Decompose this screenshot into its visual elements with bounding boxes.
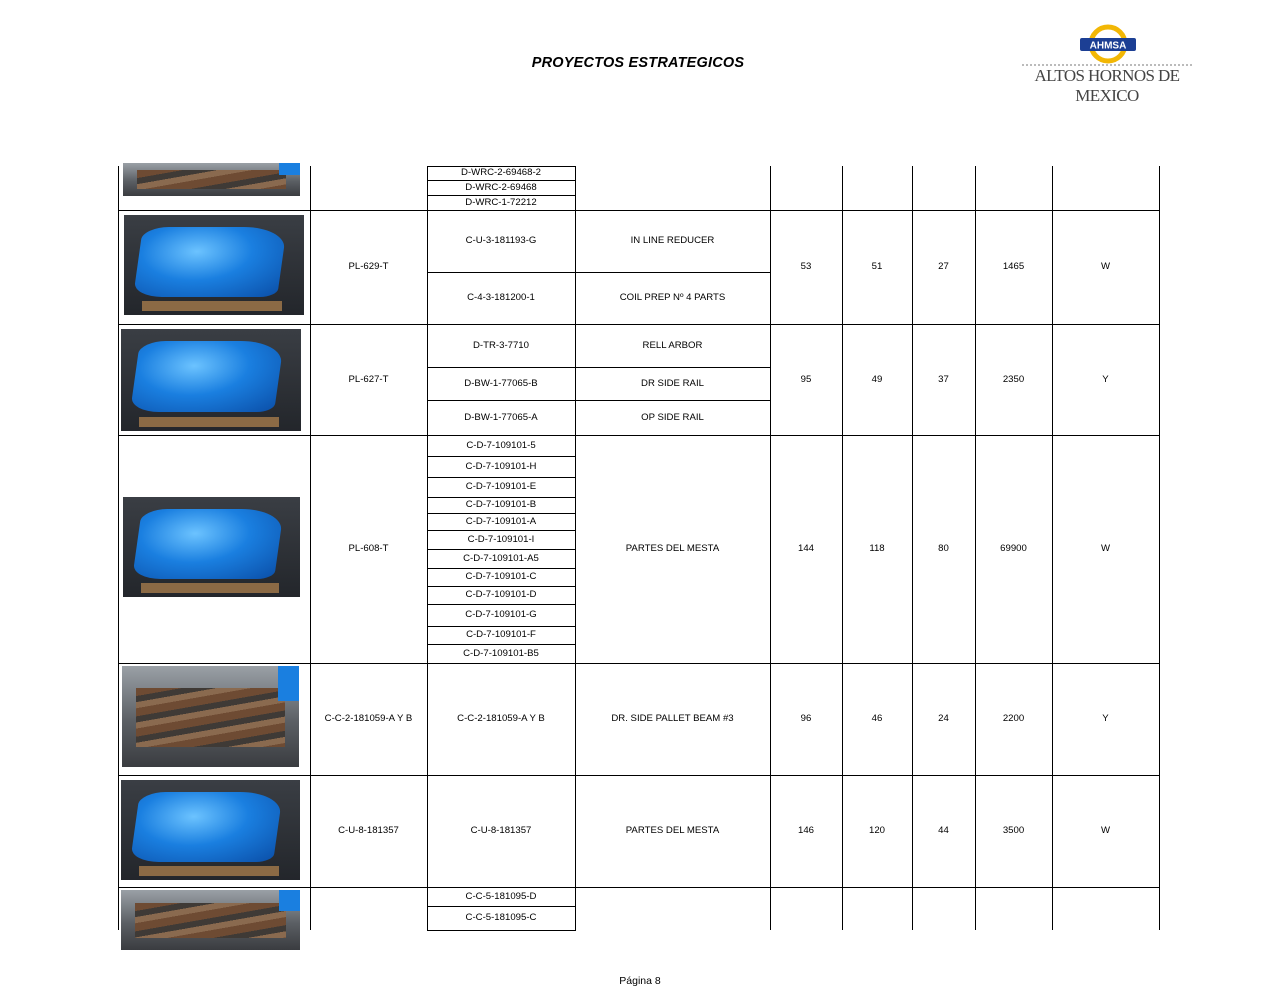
weight-value: 69900 [1000,543,1027,554]
pallet-photo [124,215,304,315]
part-number: C-D-7-109101-G [465,609,537,620]
blue-tarp [279,163,300,175]
table-hline [427,456,576,457]
dimension-value: 96 [800,713,812,724]
part-number: C-C-5-181095-D [465,891,537,902]
dimension-value: 46 [871,713,883,724]
pallet-id: PL-629-T [348,261,389,272]
table-hline [118,663,1160,664]
status-code: Y [1102,374,1109,385]
part-number: C-D-7-109101-C [465,571,537,582]
part-number: C-D-7-109101-B5 [463,648,539,659]
table-vline [1159,166,1160,930]
part-description: RELL ARBOR [642,340,703,351]
table-hline [427,513,576,514]
dimension-value: 144 [797,543,814,554]
part-number: C-4-3-181200-1 [467,292,535,303]
part-description: PARTES DEL MESTA [625,543,720,554]
part-number: C-D-7-109101-B [465,499,537,510]
dimension-value: 51 [871,261,883,272]
weight-value: 2200 [1002,713,1025,724]
wood-pallet [141,583,279,593]
table-hline [427,367,576,368]
table-hline [427,568,576,569]
logo-wordmark: ALTOS HORNOS DE MEXICO [1034,66,1180,105]
blue-wrapped-part [130,341,284,412]
pallet-photo [123,163,300,196]
steel-parts [137,170,286,189]
pallet-photo [123,497,300,597]
pallet-id: PL-608-T [348,543,389,554]
part-description: PARTES DEL MESTA [625,825,720,836]
blue-tarp [279,890,300,911]
part-description: IN LINE REDUCER [630,235,715,246]
table-vline [118,166,119,930]
status-code: Y [1102,713,1109,724]
table-hline [427,180,576,181]
part-number: C-D-7-109101-H [465,461,537,472]
pallet-photo [121,329,301,431]
part-number: C-U-8-181357 [470,825,532,836]
blue-tarp [278,666,299,701]
pallet-id: PL-627-T [348,374,389,385]
part-number: C-D-7-109101-A5 [463,553,539,564]
part-number: D-WRC-1-72212 [465,197,537,208]
table-hline [575,272,771,273]
dimension-value: 49 [871,374,883,385]
table-hline [427,530,576,531]
table-hline [427,400,576,401]
part-description: DR SIDE RAIL [641,378,704,389]
wood-pallet [139,417,279,427]
dimension-value: 53 [800,261,812,272]
weight-value: 3500 [1002,825,1025,836]
pallet-id: C-C-2-181059-A Y B [324,713,413,724]
pallet-photo [122,666,299,767]
part-number: D-BW-1-77065-B [464,378,538,389]
steel-parts [136,688,285,747]
dimension-value: 37 [938,374,949,385]
table-hline [427,644,576,645]
dimension-value: 80 [938,543,949,554]
table-hline [427,604,576,605]
part-number: C-D-7-109101-F [466,629,536,640]
table-hline [575,400,771,401]
page-title: PROYECTOS ESTRATEGICOS [531,55,745,71]
weight-value: 1465 [1002,261,1025,272]
table-hline [427,549,576,550]
dimension-value: 118 [869,543,885,554]
dimension-value: 120 [868,825,885,836]
table-hline [118,210,1160,211]
table-hline [575,367,771,368]
pallet-photo [121,890,300,950]
table-hline [427,586,576,587]
status-code: W [1100,825,1111,836]
table-hline [427,497,576,498]
part-number: C-D-7-109101-E [465,481,537,492]
table-hline [427,272,576,273]
blue-wrapped-part [133,227,287,297]
table-hline [427,930,576,931]
dimension-value: 27 [938,261,949,272]
table-hline [427,195,576,196]
wood-pallet [142,301,282,311]
part-description: COIL PREP Nº 4 PARTS [619,292,726,303]
wood-pallet [139,866,279,876]
table-hline [427,626,576,627]
part-description: OP SIDE RAIL [641,412,704,423]
blue-wrapped-part [130,792,283,862]
dimension-value: 95 [800,374,812,385]
table-hline [427,906,576,907]
part-number: D-TR-3-7710 [473,340,529,351]
weight-value: 2350 [1002,374,1025,385]
part-number: C-D-7-109101-A [465,516,537,527]
table-hline [118,775,1160,776]
status-code: W [1100,543,1111,554]
dimension-value: 44 [938,825,949,836]
dimension-value: 146 [797,825,814,836]
status-code: W [1100,261,1111,272]
blue-wrapped-part [132,509,283,579]
svg-text:AHMSA: AHMSA [1089,40,1127,52]
table-hline [118,435,1160,436]
steel-parts [135,903,285,938]
part-number: C-D-7-109101-I [467,534,535,545]
part-number: C-U-3-181193-G [465,235,537,246]
table-hline [427,477,576,478]
pallet-id: C-U-8-181357 [338,825,399,836]
part-number: D-WRC-2-69468 [465,182,537,193]
part-description: DR. SIDE PALLET BEAM #3 [611,713,734,724]
table-vline [427,166,428,930]
table-hline [118,887,1160,888]
part-number: D-BW-1-77065-A [464,412,538,423]
part-number: C-C-5-181095-C [465,912,537,923]
page-number: Página 8 [619,975,661,987]
dimension-value: 24 [938,713,949,724]
part-number: C-D-7-109101-D [465,589,537,600]
table-hline [118,324,1160,325]
part-number: D-WRC-2-69468-2 [461,167,541,178]
pallet-photo [121,780,300,880]
part-number: C-C-2-181059-A Y B [457,713,545,724]
part-number: C-D-7-109101-5 [466,440,536,451]
